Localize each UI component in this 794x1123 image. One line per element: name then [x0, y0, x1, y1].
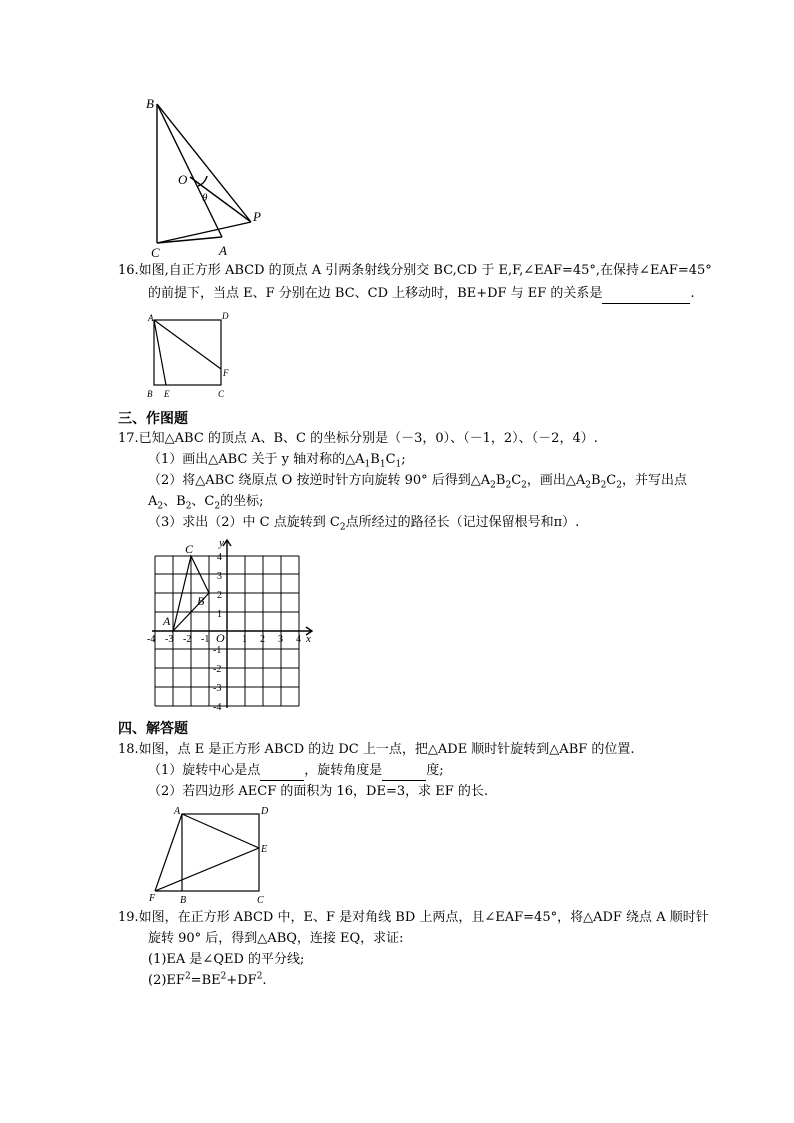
q17-p2-text: （2）将△ABC 绕原点 O 按逆时针方向旋转 90° 后得到△A [148, 473, 491, 488]
x-tick: 2 [260, 634, 265, 645]
sup: 2 [220, 971, 227, 982]
label-B: B [146, 96, 154, 111]
q17-p1-B: B [370, 452, 380, 467]
q17-p2-C2: C [606, 473, 617, 488]
q17-p3-end: 点所经过的路径长（记过保留根号和π）. [345, 515, 580, 530]
q19-p2-b: =BE [190, 973, 221, 988]
label-B: B [147, 389, 153, 399]
q16-end: . [690, 286, 695, 301]
sub: 2 [505, 480, 512, 491]
x-tick: 3 [278, 634, 283, 645]
section-3-title: 三、作图题 [118, 411, 188, 427]
q19-p2-c: +DF [226, 973, 257, 988]
q19-p2-end: . [262, 973, 267, 988]
x-tick: -4 [147, 634, 156, 645]
y-tick: -1 [213, 645, 222, 656]
sub: 2 [521, 480, 527, 491]
q17-p2-end: ，并写出点 [621, 473, 687, 488]
sub: 1 [364, 459, 371, 470]
label-A: A [174, 806, 181, 817]
x-axis-label: x [306, 633, 311, 645]
figure-15 [0, 0, 794, 270]
q17-p3-text: （3）求出（2）中 C 点旋转到 C [148, 515, 340, 530]
y-tick: 3 [217, 571, 222, 582]
q18-part2: （2）若四边形 AECF 的面积为 16，DE=3，求 EF 的长. [148, 784, 489, 799]
label-P: P [253, 209, 261, 224]
label-theta: θ [202, 192, 208, 204]
q17-B2: 、B [163, 494, 186, 509]
coordinate-grid [0, 530, 794, 710]
sub: 2 [616, 480, 622, 491]
section-4-title: 四、解答题 [118, 721, 188, 737]
q18-p1-end: 度; [426, 763, 444, 778]
q17-part1 [148, 451, 406, 469]
q16-line1: 16.如图,自正方形 ABCD 的顶点 A 引两条射线分别交 BC,CD 于 E,F,∠EAF=45°,在保持∠EAF=45° [118, 263, 712, 278]
x-tick: -2 [183, 634, 192, 645]
label-C: C [151, 245, 160, 260]
q17-p2-B: B [495, 473, 506, 488]
label-D: D [222, 311, 229, 321]
q19-line2: 旋转 90° 后，得到△ABQ，连接 EQ，求证: [148, 931, 404, 946]
sub: 2 [339, 522, 346, 533]
q18-part1 [148, 762, 444, 781]
q18-p1-text: （1）旋转中心是点 [148, 763, 261, 778]
sup: 2 [256, 971, 263, 982]
x-tick: -3 [165, 634, 174, 645]
answer-blank-angle[interactable] [382, 762, 426, 781]
x-tick: -1 [201, 634, 210, 645]
label-B: B [197, 594, 205, 608]
q18-p1-mid: ，旋转角度是 [304, 763, 383, 778]
q19-part1: (1)EA 是∠QED 的平分线; [148, 952, 305, 967]
y-tick: -4 [213, 702, 222, 710]
figure-16 [0, 300, 794, 400]
label-F: F [149, 893, 156, 904]
y-axis-label: y [219, 537, 224, 549]
y-tick: 1 [217, 609, 222, 620]
label-C: C [185, 542, 194, 556]
q17-A2: A [148, 494, 158, 509]
sub: 1 [395, 459, 402, 470]
q17-p1-end: ; [401, 452, 406, 467]
label-A: A [219, 243, 227, 258]
answer-blank-center[interactable] [260, 762, 304, 781]
sup: 2 [184, 971, 191, 982]
q17-coord-text: 的坐标; [220, 494, 264, 509]
q17-p2-mid: ，画出△A [526, 473, 586, 488]
label-E: E [261, 844, 268, 855]
origin-label: O [216, 631, 225, 645]
sub: 1 [379, 459, 386, 470]
q17-p2-B2: B [591, 473, 601, 488]
q17-part2 [148, 472, 687, 490]
x-tick: 1 [242, 634, 247, 645]
label-A: A [163, 614, 171, 628]
label-C: C [257, 895, 264, 906]
label-C: C [218, 389, 225, 399]
q19-line1: 19.如图，在正方形 ABCD 中，E、F 是对角线 BD 上两点，且∠EAF=45°，将△ADF 绕点 A 顺时针 [118, 910, 709, 925]
q17-p1-C: C [385, 452, 396, 467]
q17-C2: 、C [191, 494, 215, 509]
q17-p2-C: C [511, 473, 522, 488]
q19-p2-a: (2)EF [148, 973, 185, 988]
sub: 2 [185, 501, 192, 512]
sub: 2 [600, 480, 607, 491]
x-tick: 4 [296, 634, 301, 645]
sub: 2 [157, 501, 164, 512]
label-E: E [164, 389, 170, 399]
label-O: O [178, 172, 188, 187]
q17-line1: 17.已知△ABC 的顶点 A、B、C 的坐标分别是（－3，0）、（－1，2）、（－2，4）. [118, 431, 598, 446]
sub: 2 [585, 480, 591, 491]
label-D: D [261, 806, 269, 817]
sub: 2 [490, 480, 496, 491]
label-B: B [180, 895, 187, 906]
q16-line2-text: 的前提下，当点 E、F 分别在边 BC、CD 上移动时，BE+DF 与 EF 的关系是 [148, 286, 603, 301]
q19-part2 [148, 972, 267, 990]
y-tick: -2 [213, 664, 222, 675]
q17-p1-text: （1）画出△ABC 关于 y 轴对称的△A [148, 452, 365, 467]
figure-18 [0, 800, 794, 908]
y-tick: 4 [217, 552, 222, 563]
label-A: A [148, 313, 154, 323]
y-tick: 2 [217, 590, 222, 601]
sub: 2 [214, 501, 221, 512]
q18-line1: 18.如图，点 E 是正方形 ABCD 的边 DC 上一点，把△ADE 顺时针旋转到△ABF 的位置. [118, 742, 635, 757]
y-tick: -3 [213, 683, 222, 694]
q17-part2-line2 [148, 493, 264, 511]
label-F: F [223, 368, 229, 378]
